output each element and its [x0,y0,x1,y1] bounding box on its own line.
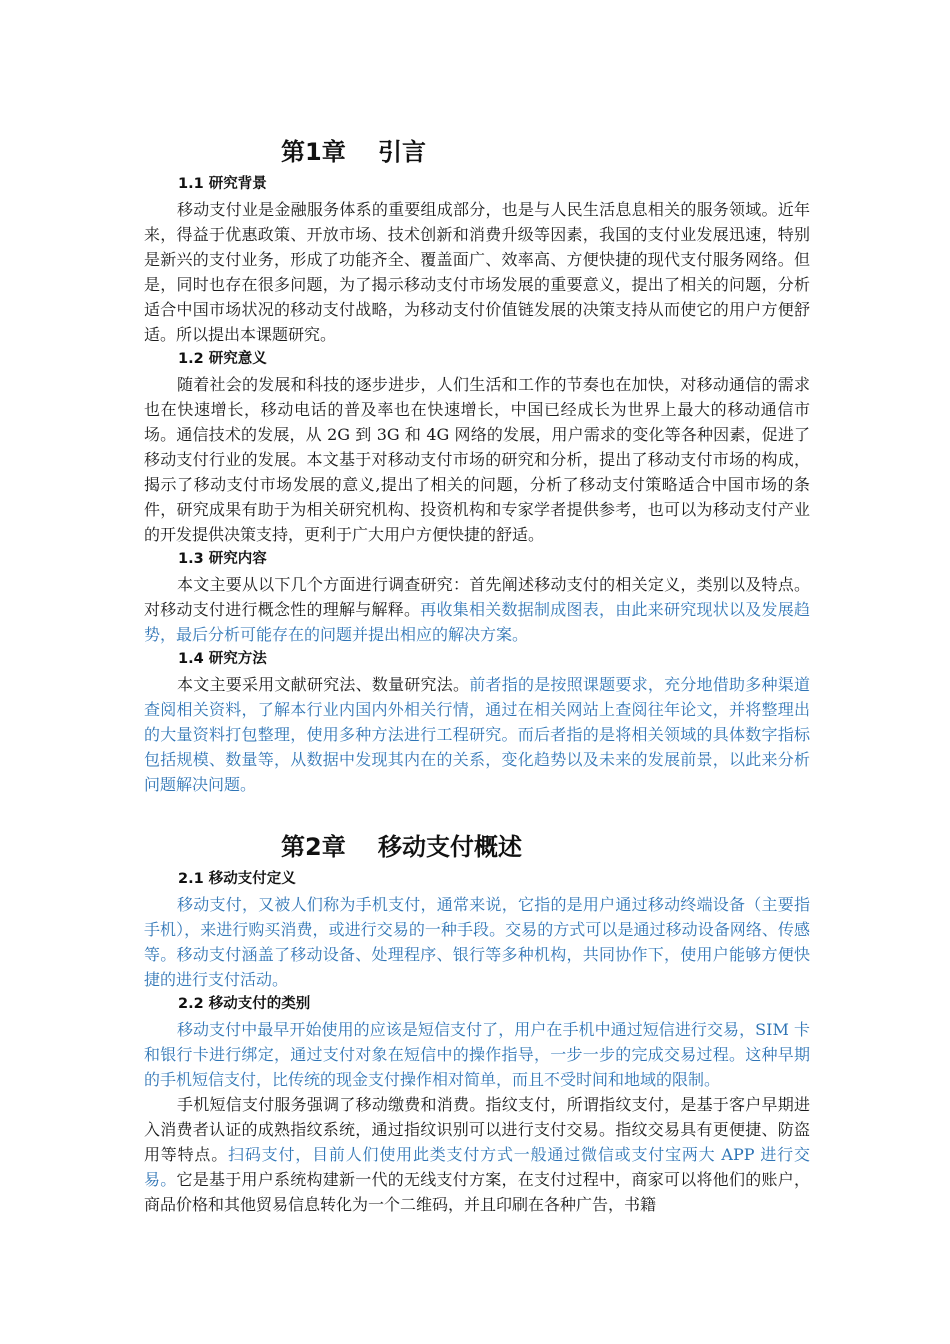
body-paragraph [144,672,810,797]
body-paragraph [144,572,810,647]
text-run: 移动支付，又被人们称为手机支付，通常来说，它指的是用户通过移动终端设备（主要指手机），来进行购买消费，或进行交易的一种手段。交易的方式可以是通过移动设备网络、传感等。移动支付涵盖了移动设备、处理程序、银行等多种机构，共同协作下，使用户能够方便快捷的进行支付活动。 [144,895,810,989]
body-paragraph [144,1017,810,1092]
chapter-1-sections [144,172,810,797]
section-heading: 2.2 移动支付的类别 [178,996,311,1012]
text-run: 移动支付业是金融服务体系的重要组成部分，也是与人民生活息息相关的服务领域。近年来，得益于优惠政策、开放市场、技术创新和消费升级等因素，我国的支付业发展迅速，特别是新兴的支付业务，形成了功能齐全、覆盖面广、效率高、方便快捷的现代支付服务网络。但是，同时也存在很多问题，为了揭示移动支付市场发展的重要意义，提出了相关的问题，分析适合中国市场状况的移动支付战略，为移动支付价值链发展的决策支持从而使它的用户方便舒适。所以提出本课题研究。 [144,200,810,344]
text-run: 手机短信支付服务强调了移动缴费和消费。指纹支付，所谓指纹支付，是基于客户早期进入消费者认证的成熟指纹系统，通过指纹识别可以进行支付交易。指纹交易具有更便捷、防盗用等特点。 [144,1095,810,1164]
text-run: 前者指的是按照课题要求，充分地借助多种渠道查阅相关资料，了解本行业内国内外相关行情，通过在相关网站上查阅往年论文，并将整理出的大量资料打包整理，使用多种方法进行工程研究。而后者指的是将相关领域的具体数字指标包括规模、数量等，从数据中发现其内在的关系，变化趋势以及未来的发展前景，以此来分析问题解决问题。 [144,675,810,794]
body-paragraph [144,1092,810,1217]
chapter-1-title: 引言 [378,138,426,166]
text-run: 移动支付中最早开始使用的应该是短信支付了，用户在手机中通过短信进行交易，SIM 卡和银行卡进行绑定，通过支付对象在短信中的操作指导，一步一步的完成交易过程。这种早期的手机短信支付，比传统的现金支付操作相对简单，而且不受时间和地域的限制。 [144,1020,810,1089]
section-heading: 1.1 研究背景 [178,176,267,192]
chapter-2-sections [144,867,810,1217]
chapter-2-heading [281,827,810,867]
chapter-1-heading [281,132,810,172]
section-heading: 1.2 研究意义 [178,351,267,367]
body-paragraph [144,197,810,347]
text-run: 本文主要采用文献研究法、数量研究法。 [177,675,470,694]
chapter-2-number: 第2章 [281,833,346,861]
section-heading: 1.3 研究内容 [178,551,267,567]
body-paragraph [144,372,810,547]
text-run: 扫码支付，目前人们使用此类支付方式一般通过微信或支付宝两大 APP 进行交易。 [144,1145,810,1189]
text-run: 随着社会的发展和科技的逐步进步，人们生活和工作的节奏也在加快，对移动通信的需求也在快速增长，移动电话的普及率也在快速增长，中国已经成长为世界上最大的移动通信市场。通信技术的发展，从 2G 到 3G 和 4G 网络的发展，用户需求的变化等各种因素，促进了移动支付行业的发展。本文基于对移动支付市场的研究和分析，提出了移动支付市场的构成，揭示了移动支付市场发展的意义,提出了相关的问题，分析了移动支付策略适合中国市场的条件，研究成果有助于为相关研究机构、投资机构和专家学者提供参考，也可以为移动支付产业的开发提供决策支持，更利于广大用户方便快捷的舒适。 [144,375,810,544]
chapter-2-title: 移动支付概述 [378,833,522,861]
chapter-1-number: 第1章 [281,138,346,166]
document-body [144,132,810,1217]
text-run: 本文主要从以下几个方面进行调查研究：首先阐述移动支付的相关定义，类别以及特点。对移动支付进行概念性的理解与解释。 [144,575,810,619]
section-heading: 2.1 移动支付定义 [178,871,296,887]
text-run: 再收集相关数据制成图表，由此来研究现状以及发展趋势，最后分析可能存在的问题并提出相应的解决方案。 [144,600,810,644]
text-run: 它是基于用户系统构建新一代的无线支付方案，在支付过程中，商家可以将他们的账户，商品价格和其他贸易信息转化为一个二维码，并且印刷在各种广告，书籍 [144,1170,810,1214]
section-heading: 1.4 研究方法 [178,651,267,667]
body-paragraph [144,892,810,992]
